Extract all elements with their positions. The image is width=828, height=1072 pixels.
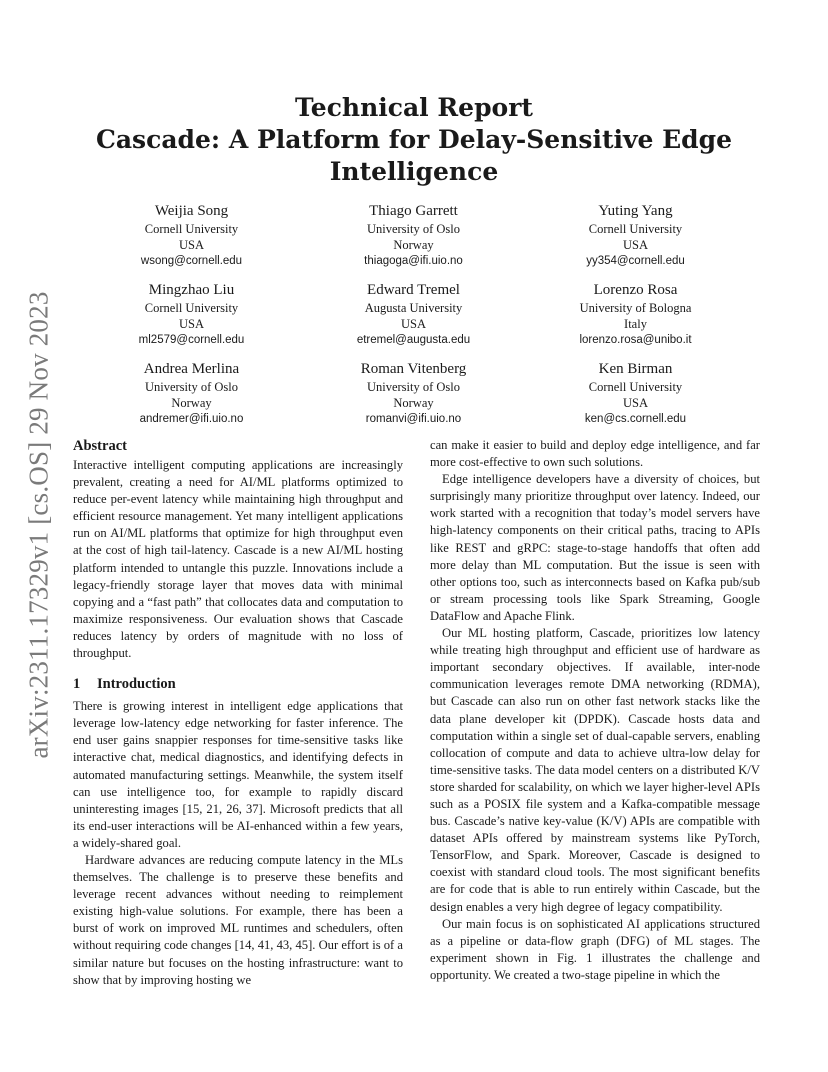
author-name: Andrea Merlina [143, 361, 240, 377]
author-affiliation: Cornell University [144, 301, 239, 315]
author-card [524, 202, 747, 269]
author-country: Norway [171, 396, 212, 410]
author-affiliation: University of Oslo [366, 222, 461, 236]
section-heading [73, 675, 403, 693]
author-name: Yuting Yang [598, 203, 673, 219]
left-column [73, 437, 403, 989]
author-name: Edward Tremel [367, 282, 460, 298]
author-card [80, 281, 303, 348]
paragraph: Hardware advances are reducing compute latency in the MLs themselves. The challenge is to preserve these benefits and leverage recent advances without needing to reimplement existing high-value solutions. For example, there has been a burst of work on improved ML runtimes and schedulers, often without requiring code changes [14, 41, 43, 45]. Our effort is of a similar nature but focuses on the hosting infrastructure: want to show that by improving hosting we [73, 852, 403, 987]
author-name: Ken Birman [598, 361, 673, 377]
title-line-2: Cascade: A Platform for Delay-Sensitive Edge [95, 125, 733, 154]
author-card [302, 202, 525, 269]
paragraph: can make it easier to build and deploy edge intelligence, and far more cost-effective to own such solutions. [430, 438, 760, 470]
author-email[interactable]: ml2579@cornell.edu [138, 334, 245, 346]
author-affiliation: Cornell University [588, 380, 683, 394]
author-email[interactable]: yy354@cornell.edu [586, 255, 685, 267]
author-name: Thiago Garrett [369, 203, 458, 219]
author-email[interactable]: romanvi@ifi.uio.no [365, 413, 462, 425]
author-row [80, 360, 748, 430]
author-country: USA [622, 238, 648, 252]
author-email[interactable]: ken@cs.cornell.edu [584, 413, 687, 425]
arxiv-identifier: arXiv:2311.17329v1 [cs.OS] 29 Nov 2023 [23, 291, 54, 759]
author-name: Lorenzo Rosa [593, 282, 678, 298]
paragraph: Our main focus is on sophisticated AI applications structured as a pipeline or data-flow graph (DFG) of ML stages. The experiment shown in Fig. 1 illustrates the challenge and opportunity. We created a two-stage pipeline in which the [430, 916, 760, 982]
author-affiliation: Cornell University [144, 222, 239, 236]
author-email[interactable]: etremel@augusta.edu [356, 334, 471, 346]
author-card [524, 360, 747, 427]
author-email[interactable]: lorenzo.rosa@unibo.it [579, 334, 692, 346]
author-card [80, 360, 303, 427]
author-card [524, 281, 747, 348]
abstract-text: Interactive intelligent computing applications are increasingly prevalent, creating a need for AI/ML platforms optimized to reduce per-event latency while maintaining high throughput and efficient resource management. Yet many intelligent applications run on AI/ML platforms that optimize for high throughput even at the cost of high tail-latency. Cascade is a new AI/ML hosting platform intended to untangle this puzzle. Innovations include a legacy-friendly storage layer that moves data with minimal copying and a “fast path” that collocates data and computation to maximize responsiveness. Our evaluation shows that Cascade reduces latency by orders of magnitude with no loss of throughput. [73, 458, 403, 661]
title-line-1: Technical Report [295, 93, 533, 122]
author-card [302, 281, 525, 348]
paragraph: There is growing interest in intelligent edge applications that leverage low-latency edge networking for faster inference. The end user gains snappier responses for time-sensitive tasks like interactive chat, medical diagnostics, and identifying defects in automated manufacturing settings. Meanwhile, the system itself can use intelligence too, for example to rapidly discard uninteresting images [15, 21, 26, 37]. Microsoft predicts that all its end-user interactions will be AI-enhanced within a few years, a widely-shared goal. [73, 699, 403, 850]
author-country: Norway [393, 396, 434, 410]
author-affiliation: Cornell University [588, 222, 683, 236]
section-title: Introduction [97, 676, 176, 693]
author-affiliation: University of Bologna [579, 301, 692, 315]
author-email[interactable]: thiagoga@ifi.uio.no [364, 255, 463, 267]
author-affiliation: Augusta University [364, 301, 463, 315]
author-email[interactable]: andremer@ifi.uio.no [139, 413, 244, 425]
author-country: USA [622, 396, 648, 410]
author-name: Mingzhao Liu [148, 282, 235, 298]
author-affiliation: University of Oslo [144, 380, 239, 394]
author-card [80, 202, 303, 269]
right-column [430, 437, 760, 984]
paragraph: Edge intelligence developers have a diversity of choices, but surprisingly many prioritize throughput over latency. Indeed, our work started with a recognition that today’s model servers have high-latency components on their critical paths, tracing to APIs like REST and gRPC: stage-to-stage handoffs that often add more delay than ML computation. But the issue is seen with other options too, such as interconnects based on Kafka pub/sub or stream processing tools like Spark Streaming, Google DataFlow and Apache Flink. [430, 472, 760, 623]
section-number: 1 [73, 676, 81, 693]
author-country: Italy [624, 317, 647, 331]
author-name: Roman Vitenberg [360, 361, 467, 377]
arxiv-sidebar [14, 290, 64, 760]
author-country: USA [178, 238, 204, 252]
author-country: Norway [393, 238, 434, 252]
author-country: USA [400, 317, 426, 331]
author-email[interactable]: wsong@cornell.edu [140, 255, 243, 267]
paper-title [90, 92, 738, 188]
author-row [80, 281, 748, 351]
author-affiliation: University of Oslo [366, 380, 461, 394]
title-line-3: Intelligence [329, 157, 499, 186]
author-card [302, 360, 525, 427]
paragraph: Our ML hosting platform, Cascade, prioritizes low latency while treating high throughput and efficient use of hardware as important secondary objectives. If available, inter-node communication leverages remote DMA networking (RDMA), but Cascade can also run on other fast network stacks like the data plane developer kit (DPDK). Cascade hosts data and computation within a single set of dual-capable servers, enabling collocation of compute and data to achieve ultra-low delay for time-sensitive tasks. The data model centers on a distributed K/V store sharded for scalability, on which we layer higher-level APIs such as a POSIX file system and a Kafka-compatible message bus. Cascade’s native key-value (K/V) APIs are compatible with dataset APIs offered by mainstream systems like PyTorch, TensorFlow, and Spark. Moreover, Cascade is designed to coexist with standard cloud tools. The most significant benefits are for code that is able to run entirely within Cascade, but the design enables a very high degree of legacy compatibility. [430, 626, 760, 914]
author-row [80, 202, 748, 272]
author-country: USA [178, 317, 204, 331]
author-name: Weijia Song [154, 203, 229, 219]
abstract-heading: Abstract [73, 438, 127, 454]
